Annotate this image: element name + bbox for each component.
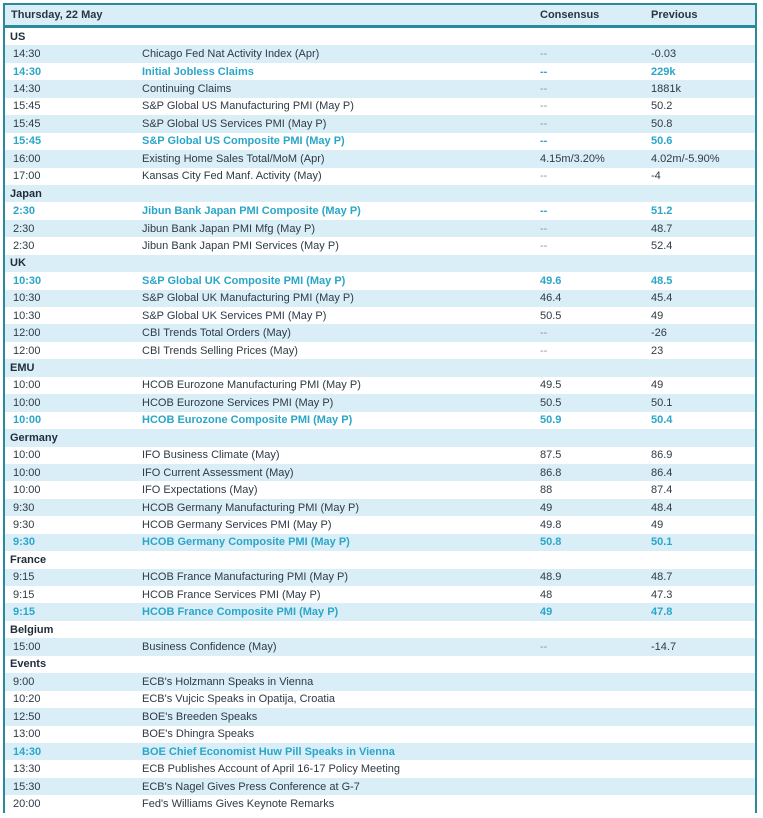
row-event: Jibun Bank Japan PMI Mfg (May P) <box>142 222 316 235</box>
row-event: HCOB Eurozone Services PMI (May P) <box>142 396 334 409</box>
row-event: Initial Jobless Claims <box>142 65 254 78</box>
row-previous: 47.8 <box>651 606 673 619</box>
row-previous: 23 <box>651 344 664 357</box>
row-time: 15:30 <box>13 780 41 793</box>
row-consensus: -- <box>540 344 548 357</box>
table-row <box>5 377 755 394</box>
row-time: 15:00 <box>13 641 41 654</box>
row-time: 10:00 <box>13 466 41 479</box>
row-time: 9:15 <box>13 606 36 619</box>
row-event: S&P Global UK Composite PMI (May P) <box>142 274 346 287</box>
section-header-japan: Japan <box>5 185 755 202</box>
table-row <box>5 603 755 620</box>
row-event: IFO Business Climate (May) <box>142 449 280 462</box>
table-row <box>5 220 755 237</box>
row-consensus: -- <box>540 222 548 235</box>
row-previous: 86.9 <box>651 449 673 462</box>
row-consensus: 50.9 <box>540 414 562 427</box>
row-time: 10:20 <box>13 693 41 706</box>
row-time: 14:30 <box>13 83 41 96</box>
row-event: S&P Global US Composite PMI (May P) <box>142 135 345 148</box>
row-event: HCOB Eurozone Manufacturing PMI (May P) <box>142 379 361 392</box>
row-previous: 4.02m/-5.90% <box>651 152 720 165</box>
row-time: 14:30 <box>13 745 42 758</box>
row-time: 10:00 <box>13 449 41 462</box>
row-time: 13:30 <box>13 763 41 776</box>
row-time: 12:00 <box>13 327 41 340</box>
table-row <box>5 80 755 97</box>
row-previous: -0.03 <box>651 48 677 61</box>
row-time: 10:30 <box>13 274 42 287</box>
table-row <box>5 98 755 115</box>
row-time: 15:45 <box>13 100 41 113</box>
row-previous: 48.7 <box>651 222 673 235</box>
row-consensus: -- <box>540 135 548 148</box>
row-previous: -4 <box>651 170 661 183</box>
row-event: HCOB Germany Composite PMI (May P) <box>142 536 350 549</box>
row-time: 2:30 <box>13 222 35 235</box>
row-event: HCOB France Manufacturing PMI (May P) <box>142 571 349 584</box>
row-consensus: 88 <box>540 484 553 497</box>
row-event: HCOB France Services PMI (May P) <box>142 588 321 601</box>
row-consensus: 87.5 <box>540 449 562 462</box>
table-row <box>5 272 755 289</box>
row-event: Fed's Williams Gives Keynote Remarks <box>142 797 335 810</box>
row-event: ECB's Vujcic Speaks in Opatija, Croatia <box>142 693 336 706</box>
table-row <box>5 133 755 150</box>
row-event: BOE Chief Economist Huw Pill Speaks in Vienna <box>142 745 395 758</box>
row-time: 15:45 <box>13 117 41 130</box>
row-consensus: 49 <box>540 606 553 619</box>
table-row <box>5 464 755 481</box>
row-time: 9:00 <box>13 675 35 688</box>
row-event: Existing Home Sales Total/MoM (Apr) <box>142 152 325 165</box>
table-row <box>5 307 755 324</box>
row-time: 9:30 <box>13 536 36 549</box>
row-previous: 50.2 <box>651 100 673 113</box>
table-row <box>5 115 755 132</box>
row-previous: 86.4 <box>651 466 673 479</box>
table-row <box>5 726 755 743</box>
table-row <box>5 150 755 167</box>
table-row <box>5 342 755 359</box>
row-consensus: -- <box>540 239 548 252</box>
row-previous: 50.1 <box>651 536 673 549</box>
row-event: BOE's Breeden Speaks <box>142 710 258 723</box>
row-event: Chicago Fed Nat Activity Index (Apr) <box>142 48 320 61</box>
row-consensus: -- <box>540 83 548 96</box>
table-row <box>5 691 755 708</box>
table-row <box>5 168 755 185</box>
table-body <box>5 28 755 813</box>
row-event: S&P Global US Manufacturing PMI (May P) <box>142 100 354 113</box>
row-event: HCOB Eurozone Composite PMI (May P) <box>142 414 353 427</box>
row-consensus: -- <box>540 327 548 340</box>
row-event: ECB's Holzmann Speaks in Vienna <box>142 675 314 688</box>
table-row <box>5 45 755 62</box>
row-time: 9:15 <box>13 588 35 601</box>
section-header-uk: UK <box>5 255 755 272</box>
table-row <box>5 447 755 464</box>
row-consensus: 50.5 <box>540 396 562 409</box>
row-time: 10:00 <box>13 379 41 392</box>
row-time: 10:30 <box>13 309 41 322</box>
row-time: 14:30 <box>13 65 42 78</box>
row-time: 2:30 <box>13 205 36 218</box>
table-row <box>5 516 755 533</box>
row-consensus: 49.8 <box>540 518 562 531</box>
row-previous: 49 <box>651 309 664 322</box>
row-previous: 50.1 <box>651 396 673 409</box>
row-consensus: 49.6 <box>540 274 562 287</box>
row-previous: 229k <box>651 65 676 78</box>
row-consensus: -- <box>540 65 548 78</box>
row-time: 12:50 <box>13 710 41 723</box>
row-time: 14:30 <box>13 48 41 61</box>
row-consensus: 48 <box>540 588 553 601</box>
row-event: HCOB Germany Manufacturing PMI (May P) <box>142 501 360 514</box>
row-previous: 52.4 <box>651 239 673 252</box>
row-time: 12:00 <box>13 344 41 357</box>
table-row <box>5 708 755 725</box>
row-event: Jibun Bank Japan PMI Services (May P) <box>142 239 339 252</box>
row-consensus: 49 <box>540 501 553 514</box>
row-event: S&P Global UK Manufacturing PMI (May P) <box>142 292 354 305</box>
table-row <box>5 394 755 411</box>
table-row <box>5 760 755 777</box>
table-header <box>5 5 755 28</box>
section-header-us: US <box>5 28 755 45</box>
row-previous: 1881k <box>651 83 681 96</box>
row-time: 10:00 <box>13 484 41 497</box>
row-consensus: 48.9 <box>540 571 562 584</box>
row-time: 16:00 <box>13 152 41 165</box>
table-row <box>5 743 755 760</box>
table-row <box>5 237 755 254</box>
row-previous: 48.7 <box>651 571 673 584</box>
header-previous: Previous <box>651 9 698 21</box>
row-previous: 49 <box>651 518 664 531</box>
table-row <box>5 412 755 429</box>
row-previous: -26 <box>651 327 667 340</box>
row-previous: 51.2 <box>651 205 673 218</box>
row-consensus: 46.4 <box>540 292 562 305</box>
row-event: ECB's Nagel Gives Press Conference at G-7 <box>142 780 360 793</box>
row-time: 17:00 <box>13 170 41 183</box>
row-previous: 50.8 <box>651 117 673 130</box>
section-header-emu: EMU <box>5 359 755 376</box>
row-event: Continuing Claims <box>142 83 232 96</box>
row-event: CBI Trends Total Orders (May) <box>142 327 291 340</box>
row-consensus: 86.8 <box>540 466 562 479</box>
row-consensus: -- <box>540 641 548 654</box>
row-consensus: -- <box>540 117 548 130</box>
table-row <box>5 202 755 219</box>
table-row <box>5 290 755 307</box>
row-consensus: -- <box>540 170 548 183</box>
row-previous: 48.5 <box>651 274 673 287</box>
row-time: 9:30 <box>13 501 35 514</box>
row-time: 10:00 <box>13 396 41 409</box>
section-header-germany: Germany <box>5 429 755 446</box>
row-event: CBI Trends Selling Prices (May) <box>142 344 298 357</box>
table-row <box>5 569 755 586</box>
table-row <box>5 673 755 690</box>
table-row <box>5 63 755 80</box>
row-consensus: 49.5 <box>540 379 562 392</box>
row-previous: 47.3 <box>651 588 673 601</box>
table-row <box>5 534 755 551</box>
row-event: Jibun Bank Japan PMI Composite (May P) <box>142 205 361 218</box>
table-row <box>5 778 755 795</box>
row-time: 10:00 <box>13 414 42 427</box>
row-consensus: 50.5 <box>540 309 562 322</box>
row-event: HCOB Germany Services PMI (May P) <box>142 518 332 531</box>
table-row <box>5 481 755 498</box>
row-event: HCOB France Composite PMI (May P) <box>142 606 339 619</box>
row-time: 13:00 <box>13 728 41 741</box>
row-previous: 48.4 <box>651 501 673 514</box>
economic-calendar-table <box>3 3 757 813</box>
section-header-france: France <box>5 551 755 568</box>
header-consensus: Consensus <box>540 9 600 21</box>
row-event: Kansas City Fed Manf. Activity (May) <box>142 170 322 183</box>
row-event: IFO Expectations (May) <box>142 484 258 497</box>
row-consensus: -- <box>540 205 548 218</box>
row-event: Business Confidence (May) <box>142 641 277 654</box>
table-row <box>5 499 755 516</box>
row-consensus: -- <box>540 100 548 113</box>
row-consensus: 50.8 <box>540 536 562 549</box>
row-time: 10:30 <box>13 292 41 305</box>
row-previous: 45.4 <box>651 292 673 305</box>
row-time: 9:15 <box>13 571 35 584</box>
row-previous: 49 <box>651 379 664 392</box>
table-row <box>5 586 755 603</box>
row-time: 2:30 <box>13 239 35 252</box>
row-previous: 87.4 <box>651 484 673 497</box>
section-header-belgium: Belgium <box>5 621 755 638</box>
row-previous: -14.7 <box>651 641 677 654</box>
row-time: 9:30 <box>13 518 35 531</box>
table-row <box>5 324 755 341</box>
row-event: BOE's Dhingra Speaks <box>142 728 255 741</box>
row-event: IFO Current Assessment (May) <box>142 466 294 479</box>
row-consensus: 4.15m/3.20% <box>540 152 605 165</box>
table-row <box>5 638 755 655</box>
row-event: S&P Global US Services PMI (May P) <box>142 117 327 130</box>
header-date: Thursday, 22 May <box>11 9 103 21</box>
row-event: S&P Global UK Services PMI (May P) <box>142 309 327 322</box>
row-consensus: -- <box>540 48 548 61</box>
row-event: ECB Publishes Account of April 16-17 Policy Meeting <box>142 763 401 776</box>
section-header-events: Events <box>5 656 755 673</box>
table-row <box>5 795 755 812</box>
row-time: 15:45 <box>13 135 42 148</box>
row-time: 20:00 <box>13 797 41 810</box>
row-previous: 50.6 <box>651 135 673 148</box>
row-previous: 50.4 <box>651 414 673 427</box>
